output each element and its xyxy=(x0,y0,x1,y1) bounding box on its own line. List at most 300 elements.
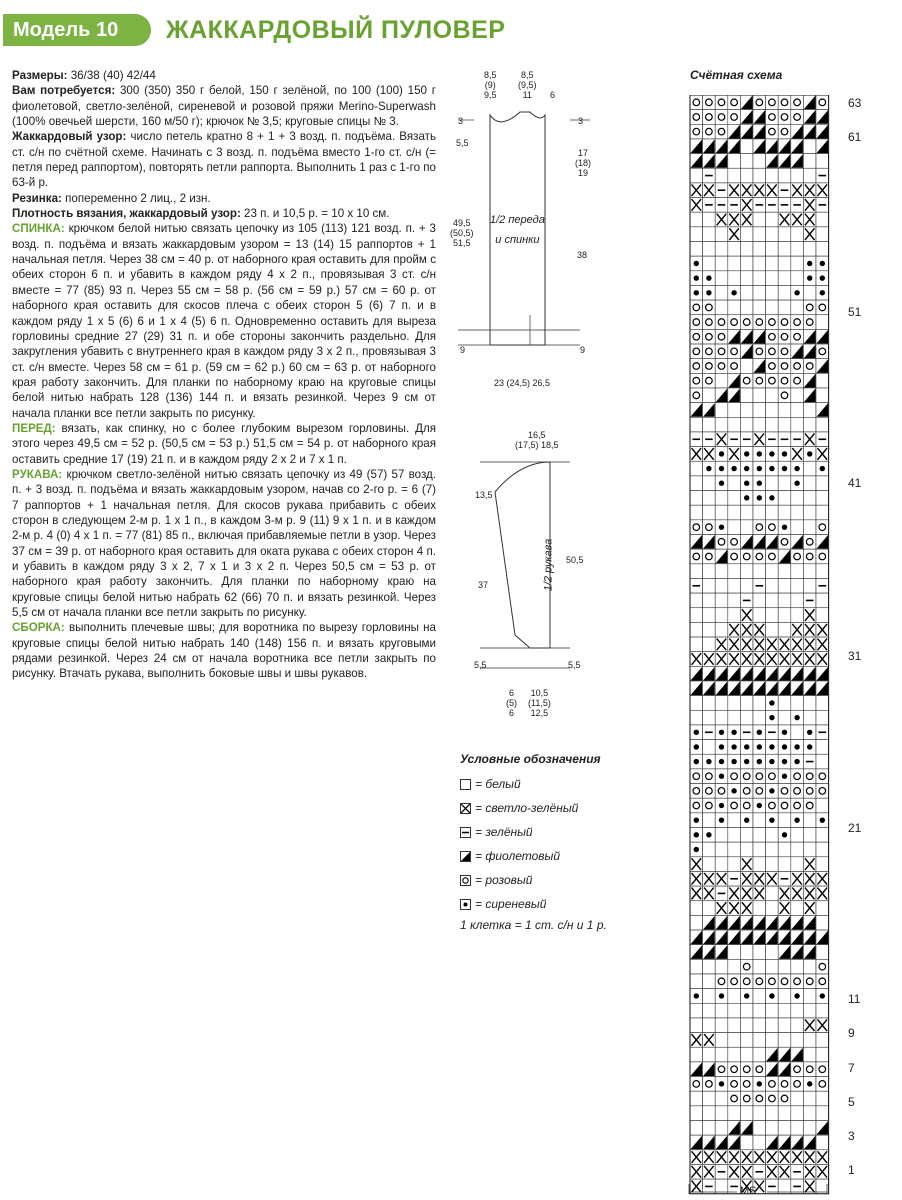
chart-cell xyxy=(740,212,753,227)
chart-cell xyxy=(703,1106,716,1121)
chart-cell xyxy=(791,1150,804,1165)
chart-cell xyxy=(816,886,829,901)
chart-cell xyxy=(816,608,829,623)
chart-cell xyxy=(803,593,816,608)
chart-cell xyxy=(690,901,703,916)
chart-cell xyxy=(791,725,804,740)
chart-cell xyxy=(803,95,816,110)
chart-cell xyxy=(778,373,791,388)
chart-cell xyxy=(728,95,741,110)
chart-cell xyxy=(728,242,741,257)
chart-cell xyxy=(728,842,741,857)
chart-cell xyxy=(690,1003,703,1018)
chart-cell xyxy=(766,930,779,945)
chart-cell xyxy=(753,1018,766,1033)
chart-cell xyxy=(753,183,766,198)
chart-cell xyxy=(690,271,703,286)
chart-cell xyxy=(690,373,703,388)
chart-cell xyxy=(791,373,804,388)
chart-cell xyxy=(766,710,779,725)
chart-cell xyxy=(816,139,829,154)
chart-cell xyxy=(715,959,728,974)
chart-cell xyxy=(740,1091,753,1106)
chart-cell xyxy=(740,359,753,374)
chart-cell xyxy=(778,784,791,799)
chart-cell xyxy=(715,329,728,344)
chart-cell xyxy=(728,886,741,901)
sleeve-pattern-diagram xyxy=(460,420,610,720)
chart-cell xyxy=(740,403,753,418)
chart-cell xyxy=(766,212,779,227)
chart-cell xyxy=(778,798,791,813)
chart-cell xyxy=(791,740,804,755)
chart-cell xyxy=(690,578,703,593)
chart-cell xyxy=(740,271,753,286)
chart-cell xyxy=(753,1003,766,1018)
chart-cell xyxy=(703,95,716,110)
row-number-61: 61 xyxy=(848,130,862,144)
chart-cell xyxy=(791,549,804,564)
row-number-1: 1 xyxy=(848,1163,855,1177)
chart-cell xyxy=(740,154,753,169)
chart-cell xyxy=(703,637,716,652)
chart-cell xyxy=(778,828,791,843)
legend-item-light-green: = светло-зелёный xyxy=(460,796,607,820)
chart-cell xyxy=(690,1033,703,1048)
chart-cell xyxy=(703,696,716,711)
chart-cell xyxy=(766,886,779,901)
chart-cell xyxy=(816,1150,829,1165)
chart-cell xyxy=(816,447,829,462)
chart-cell xyxy=(816,329,829,344)
chart-cell xyxy=(728,652,741,667)
chart-cell xyxy=(766,842,779,857)
chart-cell xyxy=(778,242,791,257)
chart-cell xyxy=(740,124,753,139)
sleeve-right-label-1: 50,5 xyxy=(566,555,584,565)
chart-cell xyxy=(766,871,779,886)
chart-cell xyxy=(791,1077,804,1092)
chart-cell xyxy=(715,549,728,564)
instruction-label: Вам потребуется: xyxy=(12,84,116,98)
chart-cell xyxy=(703,666,716,681)
chart-cell xyxy=(803,461,816,476)
chart-cell xyxy=(715,388,728,403)
chart-cell xyxy=(753,447,766,462)
chart-cell xyxy=(715,564,728,579)
chart-cell xyxy=(816,637,829,652)
chart-cell xyxy=(803,754,816,769)
chart-cell xyxy=(766,139,779,154)
chart-cell xyxy=(778,1150,791,1165)
chart-cell xyxy=(728,1062,741,1077)
chart-cell xyxy=(816,813,829,828)
chart-cell xyxy=(690,359,703,374)
chart-cell xyxy=(703,1062,716,1077)
chart-cell xyxy=(766,154,779,169)
chart-cell xyxy=(791,417,804,432)
chart-cell xyxy=(816,461,829,476)
chart-cell xyxy=(740,168,753,183)
chart-cell xyxy=(690,256,703,271)
chart-cell xyxy=(740,681,753,696)
chart-cell xyxy=(703,491,716,506)
chart-cell xyxy=(816,696,829,711)
chart-cell xyxy=(690,447,703,462)
chart-cell xyxy=(816,285,829,300)
chart-cell xyxy=(703,315,716,330)
instruction-paragraph xyxy=(12,206,436,221)
chart-cell xyxy=(740,417,753,432)
chart-cell xyxy=(816,227,829,242)
chart-cell xyxy=(791,842,804,857)
chart-cell xyxy=(816,857,829,872)
chart-cell xyxy=(740,769,753,784)
chart-cell xyxy=(791,1018,804,1033)
chart-cell xyxy=(778,110,791,125)
chart-cell xyxy=(803,945,816,960)
chart-cell xyxy=(753,198,766,213)
chart-cell xyxy=(753,915,766,930)
chart-cell xyxy=(791,242,804,257)
chart-cell xyxy=(816,930,829,945)
chart-cell xyxy=(791,622,804,637)
chart-cell xyxy=(715,1033,728,1048)
chart-cell xyxy=(703,901,716,916)
chart-cell xyxy=(753,549,766,564)
chart-cell xyxy=(816,549,829,564)
legend-item-green: = зелёный xyxy=(460,820,607,844)
chart-cell xyxy=(740,1150,753,1165)
row-number-9: 9 xyxy=(848,1026,855,1040)
chart-cell xyxy=(703,959,716,974)
chart-cell xyxy=(816,491,829,506)
chart-cell xyxy=(753,388,766,403)
chart-cell xyxy=(740,652,753,667)
chart-cell xyxy=(753,578,766,593)
chart-cell xyxy=(715,725,728,740)
chart-cell xyxy=(728,1091,741,1106)
chart-cell xyxy=(703,1135,716,1150)
chart-cell xyxy=(740,461,753,476)
chart-cell xyxy=(728,813,741,828)
chart-cell xyxy=(728,1047,741,1062)
chart-cell xyxy=(778,857,791,872)
chart-cell xyxy=(791,212,804,227)
chart-cell xyxy=(803,447,816,462)
chart-cell xyxy=(740,842,753,857)
chart-cell xyxy=(728,329,741,344)
chart-cell xyxy=(690,1164,703,1179)
chart-cell xyxy=(753,344,766,359)
chart-cell xyxy=(816,1091,829,1106)
chart-cell xyxy=(778,622,791,637)
legend xyxy=(460,752,607,932)
chart-cell xyxy=(715,271,728,286)
chart-cell xyxy=(715,344,728,359)
chart-cell xyxy=(690,549,703,564)
chart-cell xyxy=(703,593,716,608)
chart-cell xyxy=(728,974,741,989)
chart-cell xyxy=(816,417,829,432)
chart-cell xyxy=(728,315,741,330)
instruction-paragraph xyxy=(12,191,436,206)
chart-cell xyxy=(740,828,753,843)
chart-cell xyxy=(740,725,753,740)
chart-cell xyxy=(803,871,816,886)
chart-cell xyxy=(715,315,728,330)
chart-cell xyxy=(703,535,716,550)
chart-cell xyxy=(778,154,791,169)
chart-cell xyxy=(690,1077,703,1092)
chart-cell xyxy=(728,681,741,696)
chart-cell xyxy=(803,124,816,139)
chart-cell xyxy=(703,945,716,960)
chart-cell xyxy=(715,696,728,711)
chart-cell xyxy=(728,622,741,637)
chart-cell xyxy=(740,315,753,330)
body-top-left-label: 8,5 (9) 9,5 xyxy=(484,70,497,100)
chart-cell xyxy=(778,535,791,550)
chart-cell xyxy=(803,666,816,681)
chart-cell xyxy=(715,520,728,535)
chart-cell xyxy=(690,242,703,257)
chart-cell xyxy=(715,154,728,169)
chart-cell xyxy=(715,285,728,300)
chart-cell xyxy=(690,285,703,300)
chart-cell xyxy=(715,1164,728,1179)
chart-cell xyxy=(715,373,728,388)
chart-cell xyxy=(791,1062,804,1077)
chart-cell xyxy=(715,535,728,550)
chart-cell xyxy=(703,329,716,344)
chart-cell xyxy=(791,461,804,476)
chart-cell xyxy=(728,212,741,227)
chart-cell xyxy=(778,578,791,593)
chart-cell xyxy=(778,710,791,725)
chart-cell xyxy=(766,915,779,930)
chart-cell xyxy=(740,505,753,520)
chart-cell xyxy=(803,212,816,227)
chart-cell xyxy=(690,154,703,169)
instruction-body: 36/38 (40) 42/44 xyxy=(67,69,156,82)
chart-cell xyxy=(690,989,703,1004)
chart-cell xyxy=(753,710,766,725)
chart-cell xyxy=(703,227,716,242)
body-left-label-3: 49,5 (50,5) 51,5 xyxy=(450,218,474,248)
chart-cell xyxy=(766,535,779,550)
chart-cell xyxy=(753,959,766,974)
chart-cell xyxy=(753,666,766,681)
chart-cell xyxy=(803,1091,816,1106)
chart-cell xyxy=(778,930,791,945)
chart-cell xyxy=(753,622,766,637)
chart-cell xyxy=(803,403,816,418)
chart-cell xyxy=(816,974,829,989)
knitting-chart xyxy=(687,95,842,1195)
chart-cell xyxy=(753,432,766,447)
chart-cell xyxy=(728,945,741,960)
chart-cell xyxy=(690,183,703,198)
chart-cell xyxy=(728,432,741,447)
legend-item-pink: = розовый xyxy=(460,868,607,892)
chart-cell xyxy=(778,593,791,608)
chart-cell xyxy=(728,769,741,784)
chart-cell xyxy=(753,1135,766,1150)
chart-cell xyxy=(740,447,753,462)
instruction-label: РУКАВА: xyxy=(12,467,63,481)
chart-cell xyxy=(803,769,816,784)
chart-cell xyxy=(766,652,779,667)
chart-cell xyxy=(766,285,779,300)
chart-cell xyxy=(778,1106,791,1121)
chart-cell xyxy=(791,681,804,696)
chart-cell xyxy=(778,388,791,403)
chart-cell xyxy=(690,344,703,359)
chart-cell xyxy=(791,857,804,872)
chart-cell xyxy=(740,549,753,564)
chart-cell xyxy=(703,871,716,886)
row-number-3: 3 xyxy=(848,1129,855,1143)
chart-cell xyxy=(715,1121,728,1136)
chart-cell xyxy=(753,989,766,1004)
chart-cell xyxy=(803,1047,816,1062)
chart-cell xyxy=(740,388,753,403)
chart-cell xyxy=(753,271,766,286)
chart-cell xyxy=(778,227,791,242)
chart-cell xyxy=(690,740,703,755)
chart-cell xyxy=(791,154,804,169)
chart-cell xyxy=(766,828,779,843)
chart-cell xyxy=(778,417,791,432)
chart-cell xyxy=(728,139,741,154)
chart-cell xyxy=(753,1062,766,1077)
chart-cell xyxy=(766,725,779,740)
chart-cell xyxy=(703,769,716,784)
chart-cell xyxy=(791,608,804,623)
chart-cell xyxy=(703,183,716,198)
chart-cell xyxy=(803,1033,816,1048)
chart-cell xyxy=(740,1003,753,1018)
chart-cell xyxy=(791,359,804,374)
chart-cell xyxy=(728,915,741,930)
chart-cell xyxy=(690,124,703,139)
row-number-21: 21 xyxy=(848,821,862,835)
chart-cell xyxy=(753,886,766,901)
chart-cell xyxy=(816,1033,829,1048)
chart-cell xyxy=(703,447,716,462)
chart-cell xyxy=(728,871,741,886)
chart-cell xyxy=(728,110,741,125)
sleeve-bottom-label-left: 6 (5) 6 xyxy=(506,688,517,718)
chart-cell xyxy=(778,315,791,330)
chart-cell xyxy=(816,798,829,813)
chart-cell xyxy=(703,359,716,374)
chart-cell xyxy=(740,1033,753,1048)
chart-cell xyxy=(753,652,766,667)
chart-cell xyxy=(816,784,829,799)
chart-cell xyxy=(778,945,791,960)
body-center-label: 1/2 переда и спинки xyxy=(490,214,545,246)
body-right-label-3: 38 xyxy=(577,250,588,260)
chart-cell xyxy=(703,710,716,725)
instruction-paragraph xyxy=(12,421,436,467)
chart-cell xyxy=(778,344,791,359)
instructions-text xyxy=(12,68,436,682)
triangle-swatch xyxy=(460,851,471,862)
chart-cell xyxy=(715,754,728,769)
chart-cell xyxy=(715,769,728,784)
chart-cell xyxy=(690,886,703,901)
chart-cell xyxy=(715,637,728,652)
chart-cell xyxy=(690,593,703,608)
legend-title: Условные обозначения xyxy=(460,752,601,766)
chart-cell xyxy=(816,535,829,550)
repeat-bracket xyxy=(687,1180,842,1200)
chart-cell xyxy=(740,784,753,799)
chart-cell xyxy=(753,1106,766,1121)
chart-cell xyxy=(715,432,728,447)
chart-cell xyxy=(703,857,716,872)
chart-cell xyxy=(803,1164,816,1179)
chart-cell xyxy=(740,300,753,315)
chart-cell xyxy=(803,417,816,432)
chart-cell xyxy=(791,1135,804,1150)
chart-cell xyxy=(778,403,791,418)
chart-cell xyxy=(778,696,791,711)
chart-cell xyxy=(715,652,728,667)
chart-cell xyxy=(766,637,779,652)
chart-cell xyxy=(715,476,728,491)
sleeve-left-label-1: 13,5 xyxy=(475,490,493,500)
chart-cell xyxy=(728,124,741,139)
chart-cell xyxy=(728,403,741,418)
chart-cell xyxy=(803,315,816,330)
chart-cell xyxy=(753,300,766,315)
chart-cell xyxy=(766,1077,779,1092)
chart-cell xyxy=(791,637,804,652)
chart-cell xyxy=(703,974,716,989)
chart-cell xyxy=(816,828,829,843)
chart-cell xyxy=(791,183,804,198)
chart-cell xyxy=(803,1018,816,1033)
chart-cell xyxy=(753,828,766,843)
chart-cell xyxy=(816,315,829,330)
chart-cell xyxy=(803,491,816,506)
chart-cell xyxy=(690,842,703,857)
chart-cell xyxy=(728,373,741,388)
chart-cell xyxy=(703,139,716,154)
chart-cell xyxy=(715,417,728,432)
chart-cell xyxy=(816,271,829,286)
chart-cell xyxy=(816,564,829,579)
chart-cell xyxy=(816,989,829,1004)
chart-cell xyxy=(816,476,829,491)
chart-cell xyxy=(728,578,741,593)
chart-cell xyxy=(803,813,816,828)
chart-cell xyxy=(816,681,829,696)
chart-cell xyxy=(753,1077,766,1092)
chart-cell xyxy=(816,242,829,257)
chart-cell xyxy=(766,608,779,623)
chart-cell xyxy=(690,798,703,813)
chart-cell xyxy=(715,1091,728,1106)
chart-cell xyxy=(740,95,753,110)
chart-cell xyxy=(778,168,791,183)
chart-cell xyxy=(715,1106,728,1121)
chart-cell xyxy=(803,681,816,696)
chart-cell xyxy=(690,637,703,652)
